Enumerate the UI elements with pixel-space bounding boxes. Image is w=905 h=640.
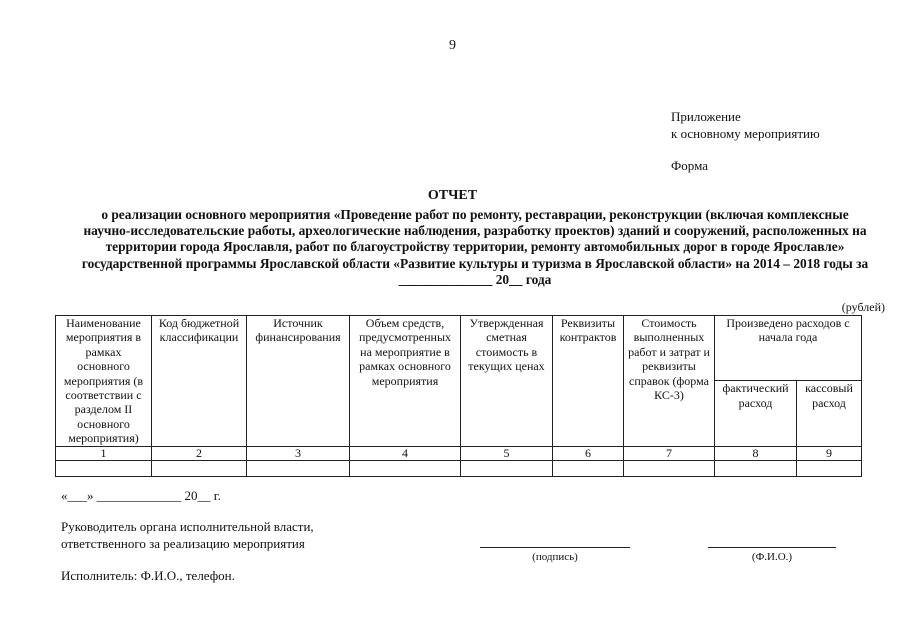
column-number: 6 [553, 446, 624, 460]
table-cell [797, 460, 862, 476]
column-number: 8 [715, 446, 797, 460]
table-cell [247, 460, 350, 476]
header-row [56, 316, 862, 381]
table-cell [56, 460, 152, 476]
head-of-authority-line1: Руководитель органа исполнительной власти, [61, 519, 314, 534]
column-number: 2 [152, 446, 247, 460]
header-funds-volume: Объем средств, предусмотренных на мероприятие в рамках основного мероприятия [350, 316, 461, 447]
column-number: 9 [797, 446, 862, 460]
head-of-authority-line2: ответственного за реализацию мероприятия [61, 536, 305, 551]
header-expenses-group: Произведено расходов с начала года [715, 316, 862, 381]
report-title: ОТЧЕТ [427, 188, 478, 203]
header-contract-details: Реквизиты контрактов [553, 316, 624, 447]
name-line [708, 547, 836, 548]
report-table [55, 315, 862, 477]
table-cell [553, 460, 624, 476]
column-number: 5 [461, 446, 553, 460]
name-caption: (Ф.И.О.) [751, 551, 793, 563]
empty-data-row [56, 460, 862, 476]
table-cell [461, 460, 553, 476]
signature-caption: (подпись) [532, 551, 578, 563]
report-date: «___» _____________ 20__ г. [61, 488, 221, 503]
table-cell [350, 460, 461, 476]
column-number: 4 [350, 446, 461, 460]
appendix-label: Приложение [671, 109, 741, 124]
report-subtitle: о реализации основного мероприятия «Проведение работ по ремонту, реставрации, реконструкции (включая комплексные научно-исследовательские работы, археологические наблюдения, разработку проектов) зданий и сооружений, расположенных на территории города Ярославля, работ по благоустройству территории, ремонту автомобильных дорог в городе Ярославле» государственной программы Ярославской области «Развитие культуры и туризма в Ярославской области» на 2014 – 2018 годы за ______________ 20__ года [81, 207, 869, 287]
header-completed-works-cost: Стоимость выполненных работ и затрат и реквизиты справок (форма КС-3) [624, 316, 715, 447]
table-cell [624, 460, 715, 476]
header-actual-expense: фактический расход [715, 381, 797, 446]
executor-line: Исполнитель: Ф.И.О., телефон. [61, 568, 235, 583]
header-funding-source: Источник финансирования [247, 316, 350, 447]
column-number: 3 [247, 446, 350, 460]
column-number-row [56, 446, 862, 460]
appendix-subject: к основному мероприятию [671, 126, 820, 141]
units-label: (рублей) [841, 300, 885, 314]
page-number: 9 [449, 38, 456, 53]
column-number: 7 [624, 446, 715, 460]
header-budget-code: Код бюджетной классификации [152, 316, 247, 447]
header-approved-cost: Утвержденная сметная стоимость в текущих ценах [461, 316, 553, 447]
column-number: 1 [56, 446, 152, 460]
table-cell [152, 460, 247, 476]
header-activity-name: Наименование мероприятия в рамках основного мероприятия (в соответствии с разделом II основного мероприятия) [56, 316, 152, 447]
signature-line [480, 547, 630, 548]
table-cell [715, 460, 797, 476]
header-cash-expense: кассовый расход [797, 381, 862, 446]
form-label: Форма [671, 158, 708, 173]
